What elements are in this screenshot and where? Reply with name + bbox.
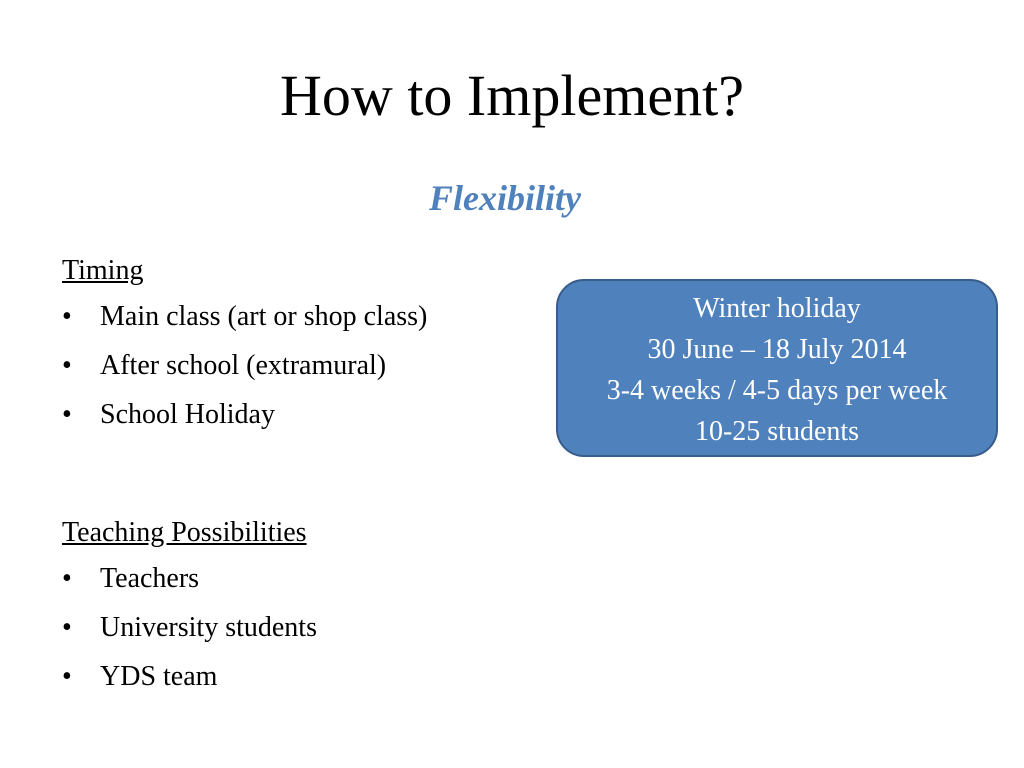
slide-title: How to Implement? [280, 63, 744, 128]
timing-section [62, 254, 542, 447]
bullet-icon: • [62, 563, 72, 594]
callout-line: Winter holiday [693, 293, 861, 324]
bullet-icon: • [62, 661, 72, 692]
callout-line: 3-4 weeks / 4-5 days per week [606, 375, 948, 406]
list-item [62, 300, 542, 334]
timing-list [62, 300, 542, 432]
winter-holiday-callout [556, 279, 998, 457]
bullet-icon: • [62, 612, 72, 643]
list-item [62, 562, 542, 596]
teaching-heading: Teaching Possibilities [62, 517, 307, 548]
bullet-icon: • [62, 301, 72, 332]
list-item [62, 611, 542, 645]
callout-line: 10-25 students [694, 416, 860, 447]
list-item [62, 660, 542, 694]
bullet-icon: • [62, 350, 72, 381]
bullet-icon: • [62, 399, 72, 430]
list-item-label: University students [100, 612, 317, 643]
teaching-section [62, 516, 542, 709]
list-item-label: Main class (art or shop class) [100, 301, 428, 332]
list-item [62, 349, 542, 383]
slide-subtitle: Flexibility [429, 178, 581, 218]
teaching-list [62, 562, 542, 694]
list-item [62, 398, 542, 432]
list-item-label: Teachers [100, 563, 200, 594]
list-item-label: After school (extramural) [100, 350, 387, 381]
list-item-label: School Holiday [100, 399, 275, 430]
list-item-label: YDS team [100, 661, 218, 692]
timing-heading: Timing [62, 255, 144, 286]
callout-line: 30 June – 18 July 2014 [647, 334, 907, 365]
